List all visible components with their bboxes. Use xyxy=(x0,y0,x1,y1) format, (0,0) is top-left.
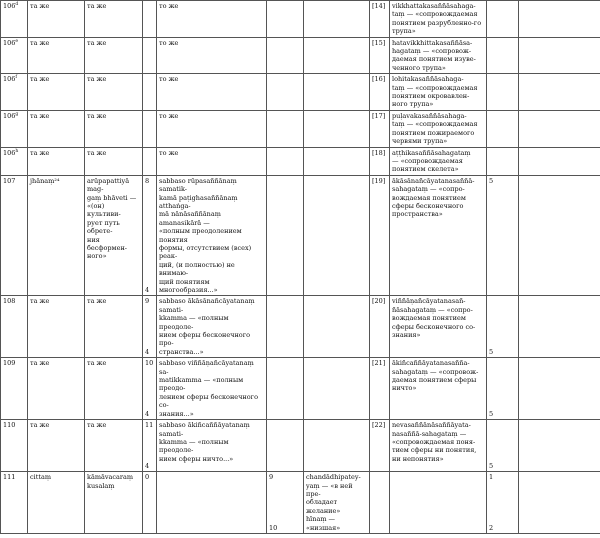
type-cell xyxy=(85,110,143,147)
step-number-cell xyxy=(143,420,157,472)
dominance-number-cell-text: 9 xyxy=(269,473,274,482)
dominance-cell xyxy=(304,147,370,175)
type-cell-text: та же xyxy=(87,2,107,10)
accompaniment-cell xyxy=(390,1,487,38)
count-cell-text: 1 xyxy=(489,473,494,482)
type-cell xyxy=(85,472,143,534)
category-cell xyxy=(28,420,85,472)
empty-cell xyxy=(519,1,600,38)
row-number-text: 111 xyxy=(3,473,16,482)
row-number-text: 109 xyxy=(3,359,16,368)
ref-number-cell-text: [22] xyxy=(372,421,386,430)
step-number-cell xyxy=(143,147,157,175)
step-number-cell-text: 10 xyxy=(145,359,154,368)
row-number-text: 106 xyxy=(3,75,16,84)
dominance-number-cell xyxy=(267,74,304,111)
description-cell-text: sabbaso viññāṇañcāyatanaṃ sa- matikkamma — «полным преодо- лением сферы бесконечного со- знания...» xyxy=(159,359,259,418)
description-cell-text: то же xyxy=(159,148,179,157)
ref-number-cell-text: [15] xyxy=(372,38,386,47)
row-number xyxy=(1,296,28,358)
table-row xyxy=(1,472,600,534)
row-number-text: 110 xyxy=(3,421,16,430)
accompaniment-cell xyxy=(390,147,487,175)
type-cell xyxy=(85,37,143,74)
row-number xyxy=(1,472,28,534)
step-number-cell-text: 0 xyxy=(145,473,150,482)
empty-cell xyxy=(519,110,600,147)
category-cell-text: та же xyxy=(30,297,50,306)
ref-number-cell xyxy=(370,147,390,175)
empty-cell xyxy=(519,175,600,296)
step-number-cell-bottom-number: 4 xyxy=(145,409,150,418)
category-cell xyxy=(28,175,85,296)
row-number-superscript: g xyxy=(15,111,19,117)
category-cell xyxy=(28,147,85,175)
dominance-number-cell xyxy=(267,420,304,472)
description-cell xyxy=(157,37,267,74)
dominance-cell xyxy=(304,110,370,147)
row-number-text: 106 xyxy=(3,2,16,10)
count-cell xyxy=(487,472,519,534)
ref-number-cell-text: [16] xyxy=(372,75,386,84)
accompaniment-cell-text: viññāṇañcāyatanasañ- ñāsahagataṃ — «сопро- вождаемая понятием сферы бесконечного со- знания» xyxy=(392,297,476,340)
description-cell-text: то же xyxy=(159,75,179,84)
ref-number-cell xyxy=(370,358,390,420)
step-number-cell-bottom-number: 4 xyxy=(145,347,150,356)
step-number-cell xyxy=(143,37,157,74)
category-cell-text: та же xyxy=(30,148,50,157)
category-cell-text: jhānaṃ²⁴ xyxy=(30,176,60,185)
accompaniment-cell-text: aṭṭhikasaññāsahagataṃ — «сопровождаемая понятием скелета» xyxy=(392,148,471,174)
category-cell xyxy=(28,74,85,111)
row-number xyxy=(1,175,28,296)
description-cell xyxy=(157,110,267,147)
type-cell xyxy=(85,175,143,296)
ref-number-cell xyxy=(370,296,390,358)
step-number-cell xyxy=(143,110,157,147)
count-cell xyxy=(487,147,519,175)
step-number-cell xyxy=(143,74,157,111)
ref-number-cell-text: [21] xyxy=(372,359,386,368)
dominance-number-cell-bottom-number: 10 xyxy=(269,523,278,532)
row-number xyxy=(1,147,28,175)
count-cell xyxy=(487,1,519,38)
category-cell-text: та же xyxy=(30,421,50,430)
accompaniment-cell-text: lohitakasaññāsahaga- taṃ — «сопровождаемая понятием окровавлен- ного трупа» xyxy=(392,75,478,109)
ref-number-cell xyxy=(370,74,390,111)
type-cell-text: та же xyxy=(87,75,107,84)
table-row xyxy=(1,74,600,111)
table-row xyxy=(1,420,600,472)
row-number-superscript: h xyxy=(15,148,19,154)
description-cell-text: то же xyxy=(159,2,179,10)
type-cell-text: та же xyxy=(87,421,107,430)
accompaniment-cell-text: hatavikkhittakasaññāsa- hagataṃ — «сопровож- даемая понятием изуве- ченного трупа» xyxy=(392,38,476,72)
description-cell-text: то же xyxy=(159,111,179,120)
row-number xyxy=(1,110,28,147)
type-cell xyxy=(85,358,143,420)
table-row xyxy=(1,296,600,358)
count-cell xyxy=(487,358,519,420)
description-cell xyxy=(157,1,267,38)
description-cell-text: sabbaso ākiñcaññāyatanaṃ samati- kkamma — «полным преодоле- нием сферы ничто...» xyxy=(159,421,250,463)
dominance-number-cell xyxy=(267,296,304,358)
category-cell xyxy=(28,110,85,147)
dominance-number-cell xyxy=(267,110,304,147)
table-row xyxy=(1,37,600,74)
row-number-text: 107 xyxy=(3,176,16,185)
description-cell xyxy=(157,420,267,472)
category-cell xyxy=(28,1,85,38)
count-cell-bottom-number: 2 xyxy=(489,523,494,532)
table-row xyxy=(1,358,600,420)
description-cell xyxy=(157,472,267,534)
empty-cell xyxy=(519,472,600,534)
dominance-cell xyxy=(304,358,370,420)
row-number xyxy=(1,1,28,38)
accompaniment-cell xyxy=(390,110,487,147)
type-cell-text: та же xyxy=(87,297,107,306)
description-cell xyxy=(157,74,267,111)
type-cell-text: kāmāvacaraṃ kusalaṃ xyxy=(87,473,134,490)
table-row xyxy=(1,110,600,147)
dominance-number-cell xyxy=(267,175,304,296)
ref-number-cell xyxy=(370,110,390,147)
accompaniment-cell xyxy=(390,420,487,472)
dominance-cell xyxy=(304,37,370,74)
accompaniment-cell xyxy=(390,74,487,111)
row-number-superscript: d xyxy=(15,1,19,7)
row-number-superscript: f xyxy=(15,75,18,81)
count-cell-bottom-number: 5 xyxy=(489,461,494,470)
empty-cell xyxy=(519,74,600,111)
step-number-cell xyxy=(143,358,157,420)
dominance-cell xyxy=(304,472,370,534)
empty-cell xyxy=(519,147,600,175)
dominance-number-cell xyxy=(267,147,304,175)
category-cell-text: та же xyxy=(30,111,50,120)
type-cell-text: та же xyxy=(87,359,107,368)
count-cell xyxy=(487,110,519,147)
row-number-text: 108 xyxy=(3,297,16,306)
category-cell xyxy=(28,358,85,420)
ref-number-cell-text: [18] xyxy=(372,148,386,157)
type-cell xyxy=(85,296,143,358)
count-cell-text: 5 xyxy=(489,176,494,185)
ref-number-cell-text: [20] xyxy=(372,297,386,306)
category-cell xyxy=(28,472,85,534)
row-number-text: 106 xyxy=(3,111,16,120)
count-cell xyxy=(487,37,519,74)
empty-cell xyxy=(519,37,600,74)
type-cell xyxy=(85,420,143,472)
count-cell xyxy=(487,420,519,472)
row-number-text: 106 xyxy=(3,148,16,157)
count-cell xyxy=(487,175,519,296)
description-cell xyxy=(157,296,267,358)
category-cell-text: та же xyxy=(30,2,50,10)
row-number xyxy=(1,358,28,420)
ref-number-cell xyxy=(370,1,390,38)
accompaniment-cell-text: vikkhattakasaññāsahaga- taṃ — «сопровождаемая понятием разрубленно-го трупа» xyxy=(392,2,482,36)
step-number-cell xyxy=(143,472,157,534)
type-cell-text: та же xyxy=(87,38,107,47)
type-cell-text: та же xyxy=(87,148,107,157)
accompaniment-cell-text: nevasaññānāsaññāyata- nasaññā-sahagataṃ — «сопровождаемая поня- тием сферы ни понятия, ни непонятия» xyxy=(392,421,477,463)
row-number xyxy=(1,420,28,472)
step-number-cell-bottom-number: 4 xyxy=(145,461,150,470)
dominance-number-cell xyxy=(267,358,304,420)
dominance-cell xyxy=(304,296,370,358)
dominance-cell xyxy=(304,1,370,38)
ref-number-cell-text: [17] xyxy=(372,111,386,120)
dominance-cell xyxy=(304,74,370,111)
ref-number-cell-text: [19] xyxy=(372,176,386,185)
type-cell xyxy=(85,147,143,175)
accompaniment-cell-text: puḷavakasaññāsahaga- taṃ — «сопровождаемая понятием пожираемого червями трупа» xyxy=(392,111,478,146)
step-number-cell xyxy=(143,1,157,38)
category-cell-text: та же xyxy=(30,75,50,84)
row-number-text: 106 xyxy=(3,38,16,47)
description-cell xyxy=(157,147,267,175)
description-cell xyxy=(157,175,267,296)
dominance-cell xyxy=(304,420,370,472)
type-cell xyxy=(85,1,143,38)
category-cell xyxy=(28,37,85,74)
ref-number-cell xyxy=(370,175,390,296)
count-cell-bottom-number: 5 xyxy=(489,347,494,356)
step-number-cell-bottom-number: 4 xyxy=(145,286,150,294)
ref-number-cell xyxy=(370,37,390,74)
table-row xyxy=(1,1,600,38)
accompaniment-cell xyxy=(390,37,487,74)
accompaniment-cell xyxy=(390,175,487,296)
type-cell xyxy=(85,74,143,111)
row-number xyxy=(1,74,28,111)
empty-cell xyxy=(519,420,600,472)
row-number xyxy=(1,37,28,74)
description-cell xyxy=(157,358,267,420)
count-cell-bottom-number: 5 xyxy=(489,409,494,418)
ref-number-cell-text: [14] xyxy=(372,2,386,10)
row-number-superscript: e xyxy=(15,38,19,44)
table-row xyxy=(1,147,600,175)
accompaniment-cell xyxy=(390,358,487,420)
table-row xyxy=(1,175,600,296)
step-number-cell-text: 11 xyxy=(145,421,154,430)
accompaniment-cell-text: ākāsānañcāyatanasaññā- sahagataṃ — «сопро- вождаемая понятием сферы бесконечного пространства» xyxy=(392,176,475,219)
description-cell-text: то же xyxy=(159,38,179,47)
count-cell xyxy=(487,296,519,358)
empty-cell xyxy=(519,358,600,420)
step-number-cell-text: 8 xyxy=(145,176,150,185)
step-number-cell xyxy=(143,296,157,358)
accompaniment-cell xyxy=(390,472,487,534)
dominance-number-cell xyxy=(267,1,304,38)
dominance-number-cell xyxy=(267,37,304,74)
dominance-number-cell xyxy=(267,472,304,534)
count-cell xyxy=(487,74,519,111)
category-cell-text: та же xyxy=(30,38,50,47)
step-number-cell-text: 9 xyxy=(145,297,150,306)
empty-cell xyxy=(519,296,600,358)
step-number-cell xyxy=(143,175,157,296)
ref-number-cell xyxy=(370,420,390,472)
accompaniment-cell-text: ākiñcaññāyatanasañña- sahagataṃ — «сопровож- даемая понятием сферы ничто» xyxy=(392,359,479,393)
category-cell-text: cittaṃ xyxy=(30,473,51,482)
category-cell-text: та же xyxy=(30,359,50,368)
description-cell-text: sabbaso ākāsānañcāyatanaṃ samati- kkamma — «полным преодоле- нием сферы бесконечного про- странства...» xyxy=(159,297,255,356)
dominance-cell-text: chandādhipatey- yaṃ — «в ней пре- обладает желание» hīnaṃ — «низшая» xyxy=(306,473,361,532)
type-cell-text: arūpapattiyā mag- gaṃ bhāveti — «(он) культиви- рует путь обрете- ния бесформен- ного» xyxy=(87,176,137,261)
description-cell-text: sabbaso rūpasaññānaṃ samatik- kamā paṭighasaññānaṃ atthaṅga- mā nānāsaññānaṃ amanasikārā — «полным преодолением понятия формы, отсутствием (всех) реак- ций, (и полностью) не внимаю- щий понятиям многообразия...» xyxy=(159,176,252,294)
dominance-cell xyxy=(304,175,370,296)
ref-number-cell xyxy=(370,472,390,534)
type-cell-text: та же xyxy=(87,111,107,120)
accompaniment-cell xyxy=(390,296,487,358)
category-cell xyxy=(28,296,85,358)
